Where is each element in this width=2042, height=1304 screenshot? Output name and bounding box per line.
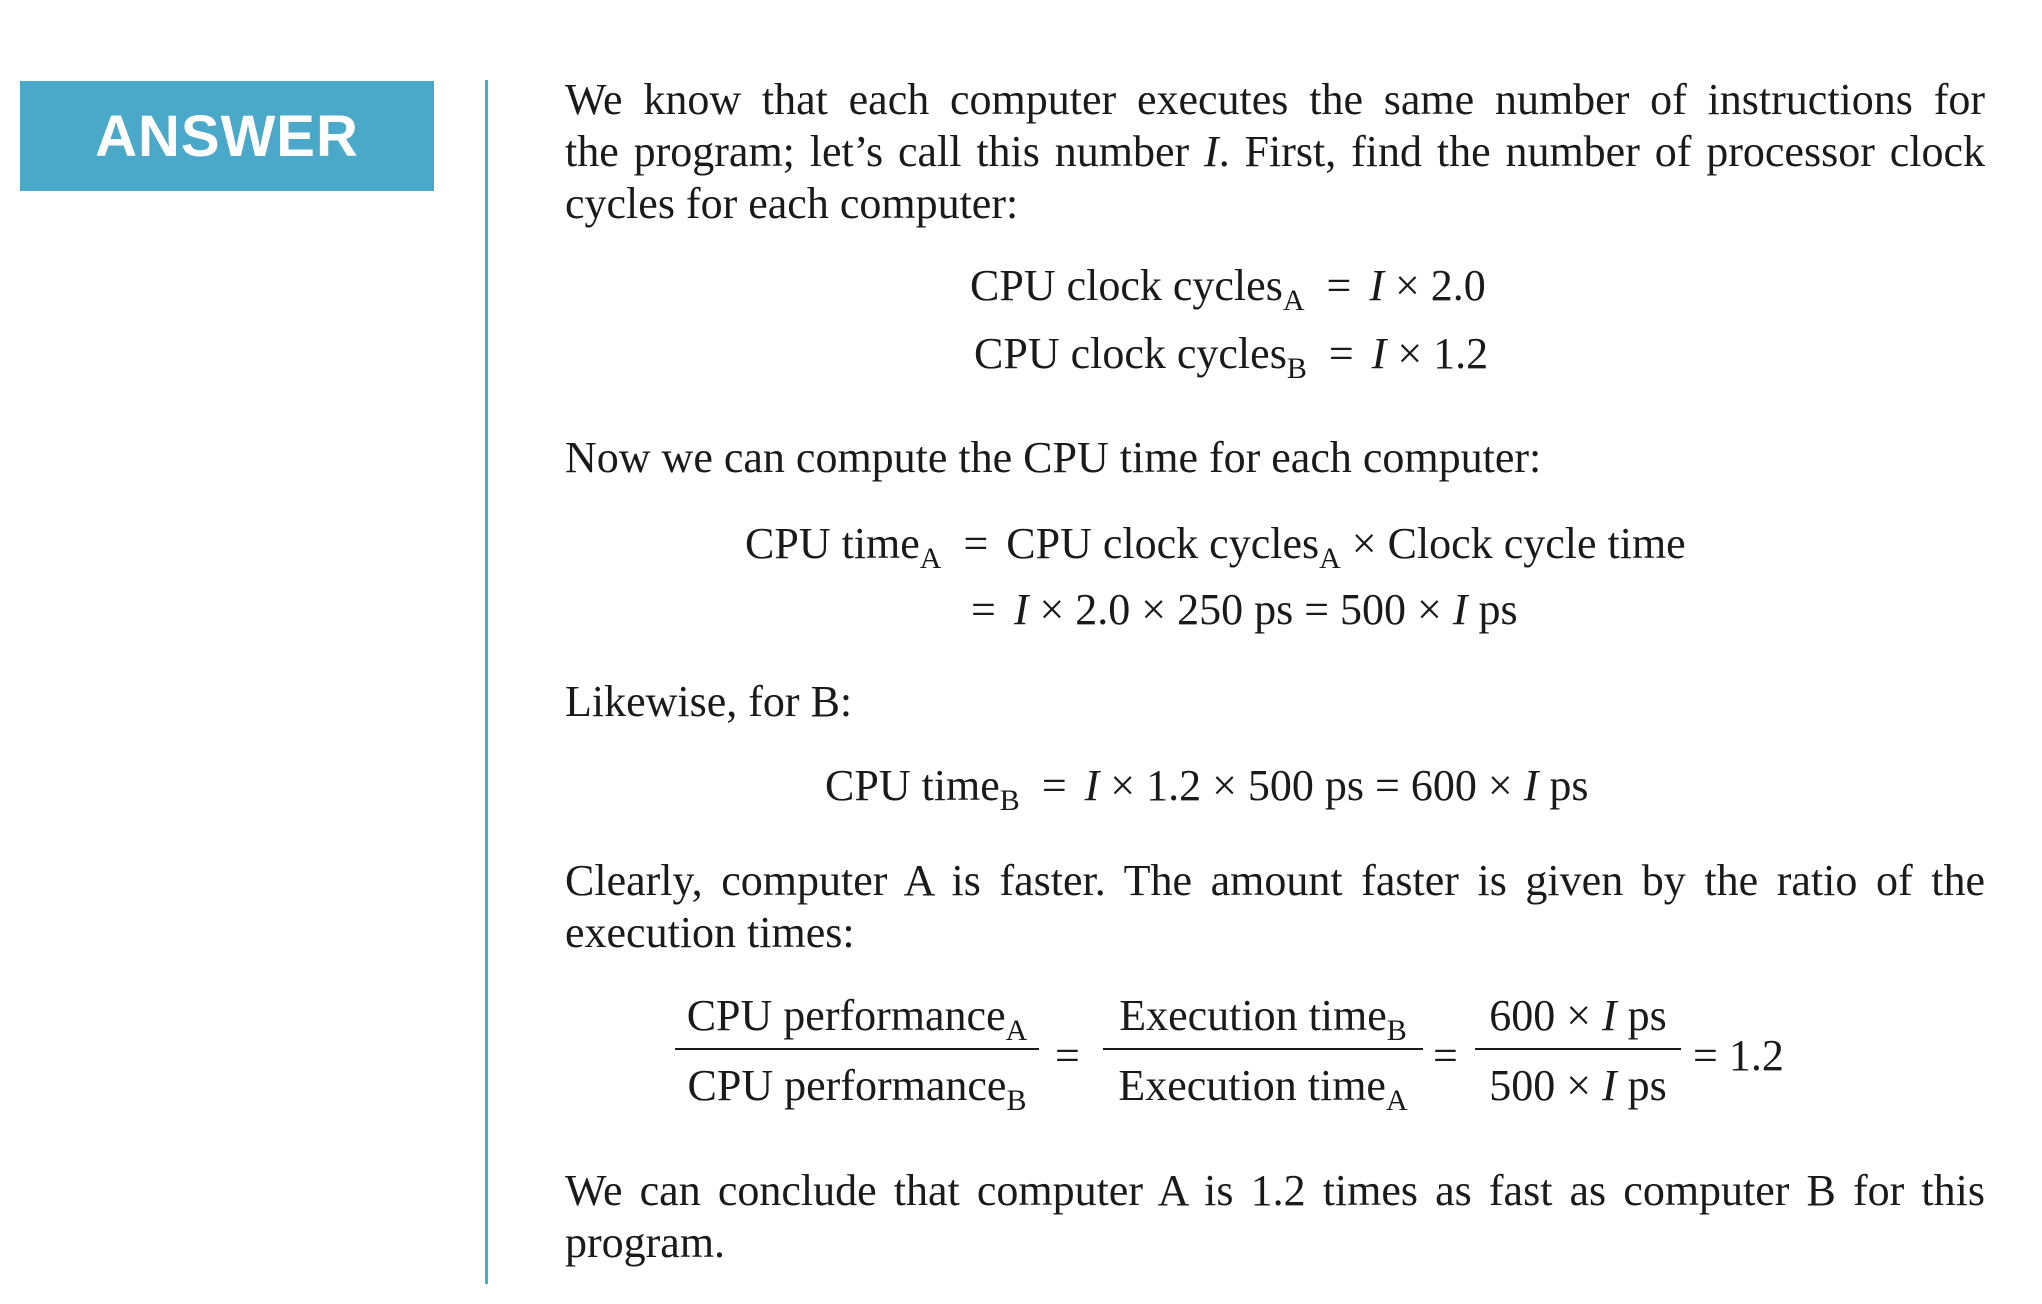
cpu-time-paragraph: Now we can compute the CPU time for each computer: [565, 433, 1542, 482]
fraction-ps: 600 × I ps 500 × I ps [1475, 990, 1681, 1112]
likewise-paragraph: Likewise, for B: [565, 677, 853, 726]
equation-cpu-time-b: CPU time$_B$ = I × 1.2 × 500 ps = 600 × I ps [825, 761, 1589, 817]
equals-sign-2: = [1433, 1031, 1458, 1080]
equation-cpu-time-a-result: = I × 2.0 × 250 ps = 500 × I ps [971, 585, 1518, 634]
fraction-performance: CPU performance$_A$ CPU performance$_B$ [675, 990, 1039, 1112]
equation-clock-cycles-a: CPU clock cycles$_A$ = I × 2.0 [970, 261, 1486, 317]
equation-clock-cycles-b: CPU clock cycles$_B$ = I × 1.2 [974, 329, 1489, 385]
conclusion-intro-paragraph: Clearly, computer A is faster. The amount faster is given by the ratio of the execution times: [565, 856, 1985, 957]
vertical-divider [485, 80, 488, 1284]
ratio-result: = 1.2 [1693, 1031, 1784, 1080]
equation-cpu-time-a: CPU time$_A$ = CPU clock cycles$_A$ × Clock cycle time [745, 519, 1686, 575]
fraction-execution-time: Execution time$_B$ Execution time$_A$ [1103, 990, 1423, 1112]
intro-line-1: We know that each computer executes the same number of instructions for [565, 75, 1985, 124]
final-conclusion-paragraph: We can conclude that computer A is 1.2 times as fast as computer B for this program. [565, 1166, 1985, 1267]
answer-badge: ANSWER [20, 81, 434, 191]
intro-paragraph [565, 74, 1985, 230]
intro-line-2: the program; let’s call this number I. First, find the number of processor clock [565, 127, 1985, 176]
answer-content [565, 0, 1985, 1304]
equals-sign-1: = [1055, 1031, 1080, 1080]
intro-line-3: cycles for each computer: [565, 179, 1019, 228]
